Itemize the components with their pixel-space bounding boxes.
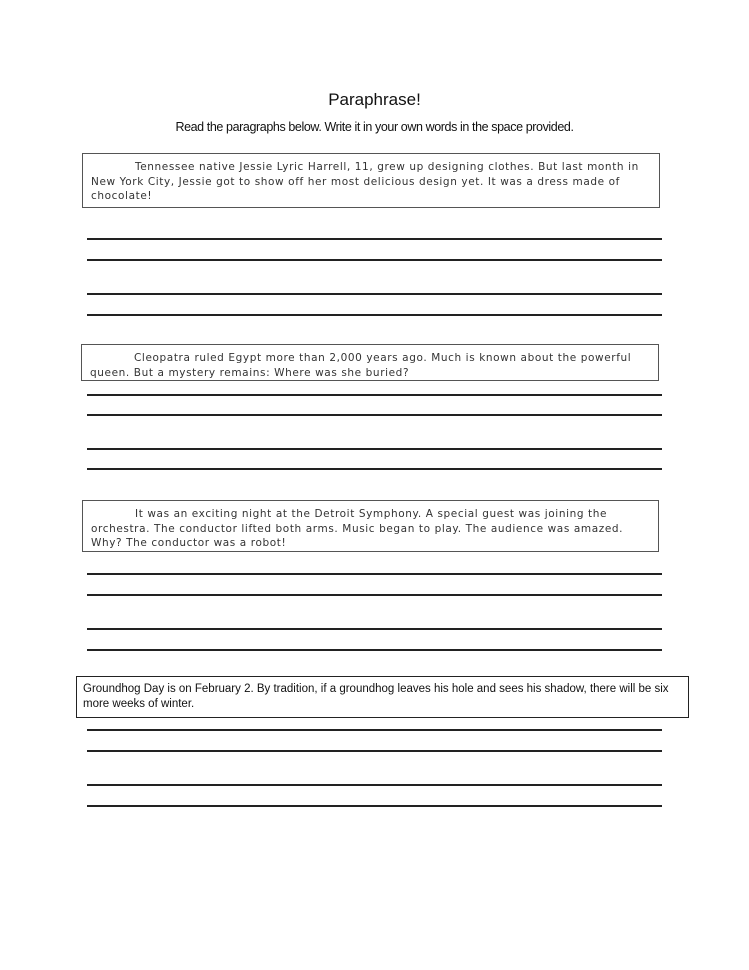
writing-line[interactable] [87, 594, 662, 596]
writing-line[interactable] [87, 729, 662, 731]
writing-line[interactable] [87, 448, 662, 450]
instructions: Read the paragraphs below. Write it in your own words in the space provided. [175, 120, 574, 134]
passage-box-3 [82, 500, 659, 552]
passage-text-4: Groundhog Day is on February 2. By tradition, if a groundhog leaves his hole and sees his shadow, there will be six more weeks of winter. [83, 683, 669, 710]
writing-line[interactable] [87, 628, 662, 630]
writing-line[interactable] [87, 394, 662, 396]
writing-line[interactable] [87, 414, 662, 416]
writing-line[interactable] [87, 750, 662, 752]
writing-line[interactable] [87, 649, 662, 651]
page-title: Paraphrase! [328, 90, 421, 109]
passage-text-2: Cleopatra ruled Egypt more than 2,000 years ago. Much is known about the powerful queen. But a mystery remains: Where was she buried? [90, 352, 632, 379]
passage-text-3: It was an exciting night at the Detroit Symphony. A special guest was joining the orchestra. The conductor lifted both arms. Music began to play. The audience was amazed. Why? The conductor was a robot! [91, 508, 624, 549]
writing-line[interactable] [87, 259, 662, 261]
passage-box-4 [76, 676, 689, 718]
writing-line[interactable] [87, 784, 662, 786]
writing-line[interactable] [87, 805, 662, 807]
writing-line[interactable] [87, 468, 662, 470]
writing-line[interactable] [87, 293, 662, 295]
writing-line[interactable] [87, 573, 662, 575]
writing-line[interactable] [87, 314, 662, 316]
passage-box-2 [81, 344, 659, 381]
passage-text-1: Tennessee native Jessie Lyric Harrell, 11, grew up designing clothes. But last month in New York City, Jessie got to show off her most delicious design yet. It was a dress made of chocolate! [91, 161, 639, 202]
passage-box-1 [82, 153, 660, 208]
writing-line[interactable] [87, 238, 662, 240]
